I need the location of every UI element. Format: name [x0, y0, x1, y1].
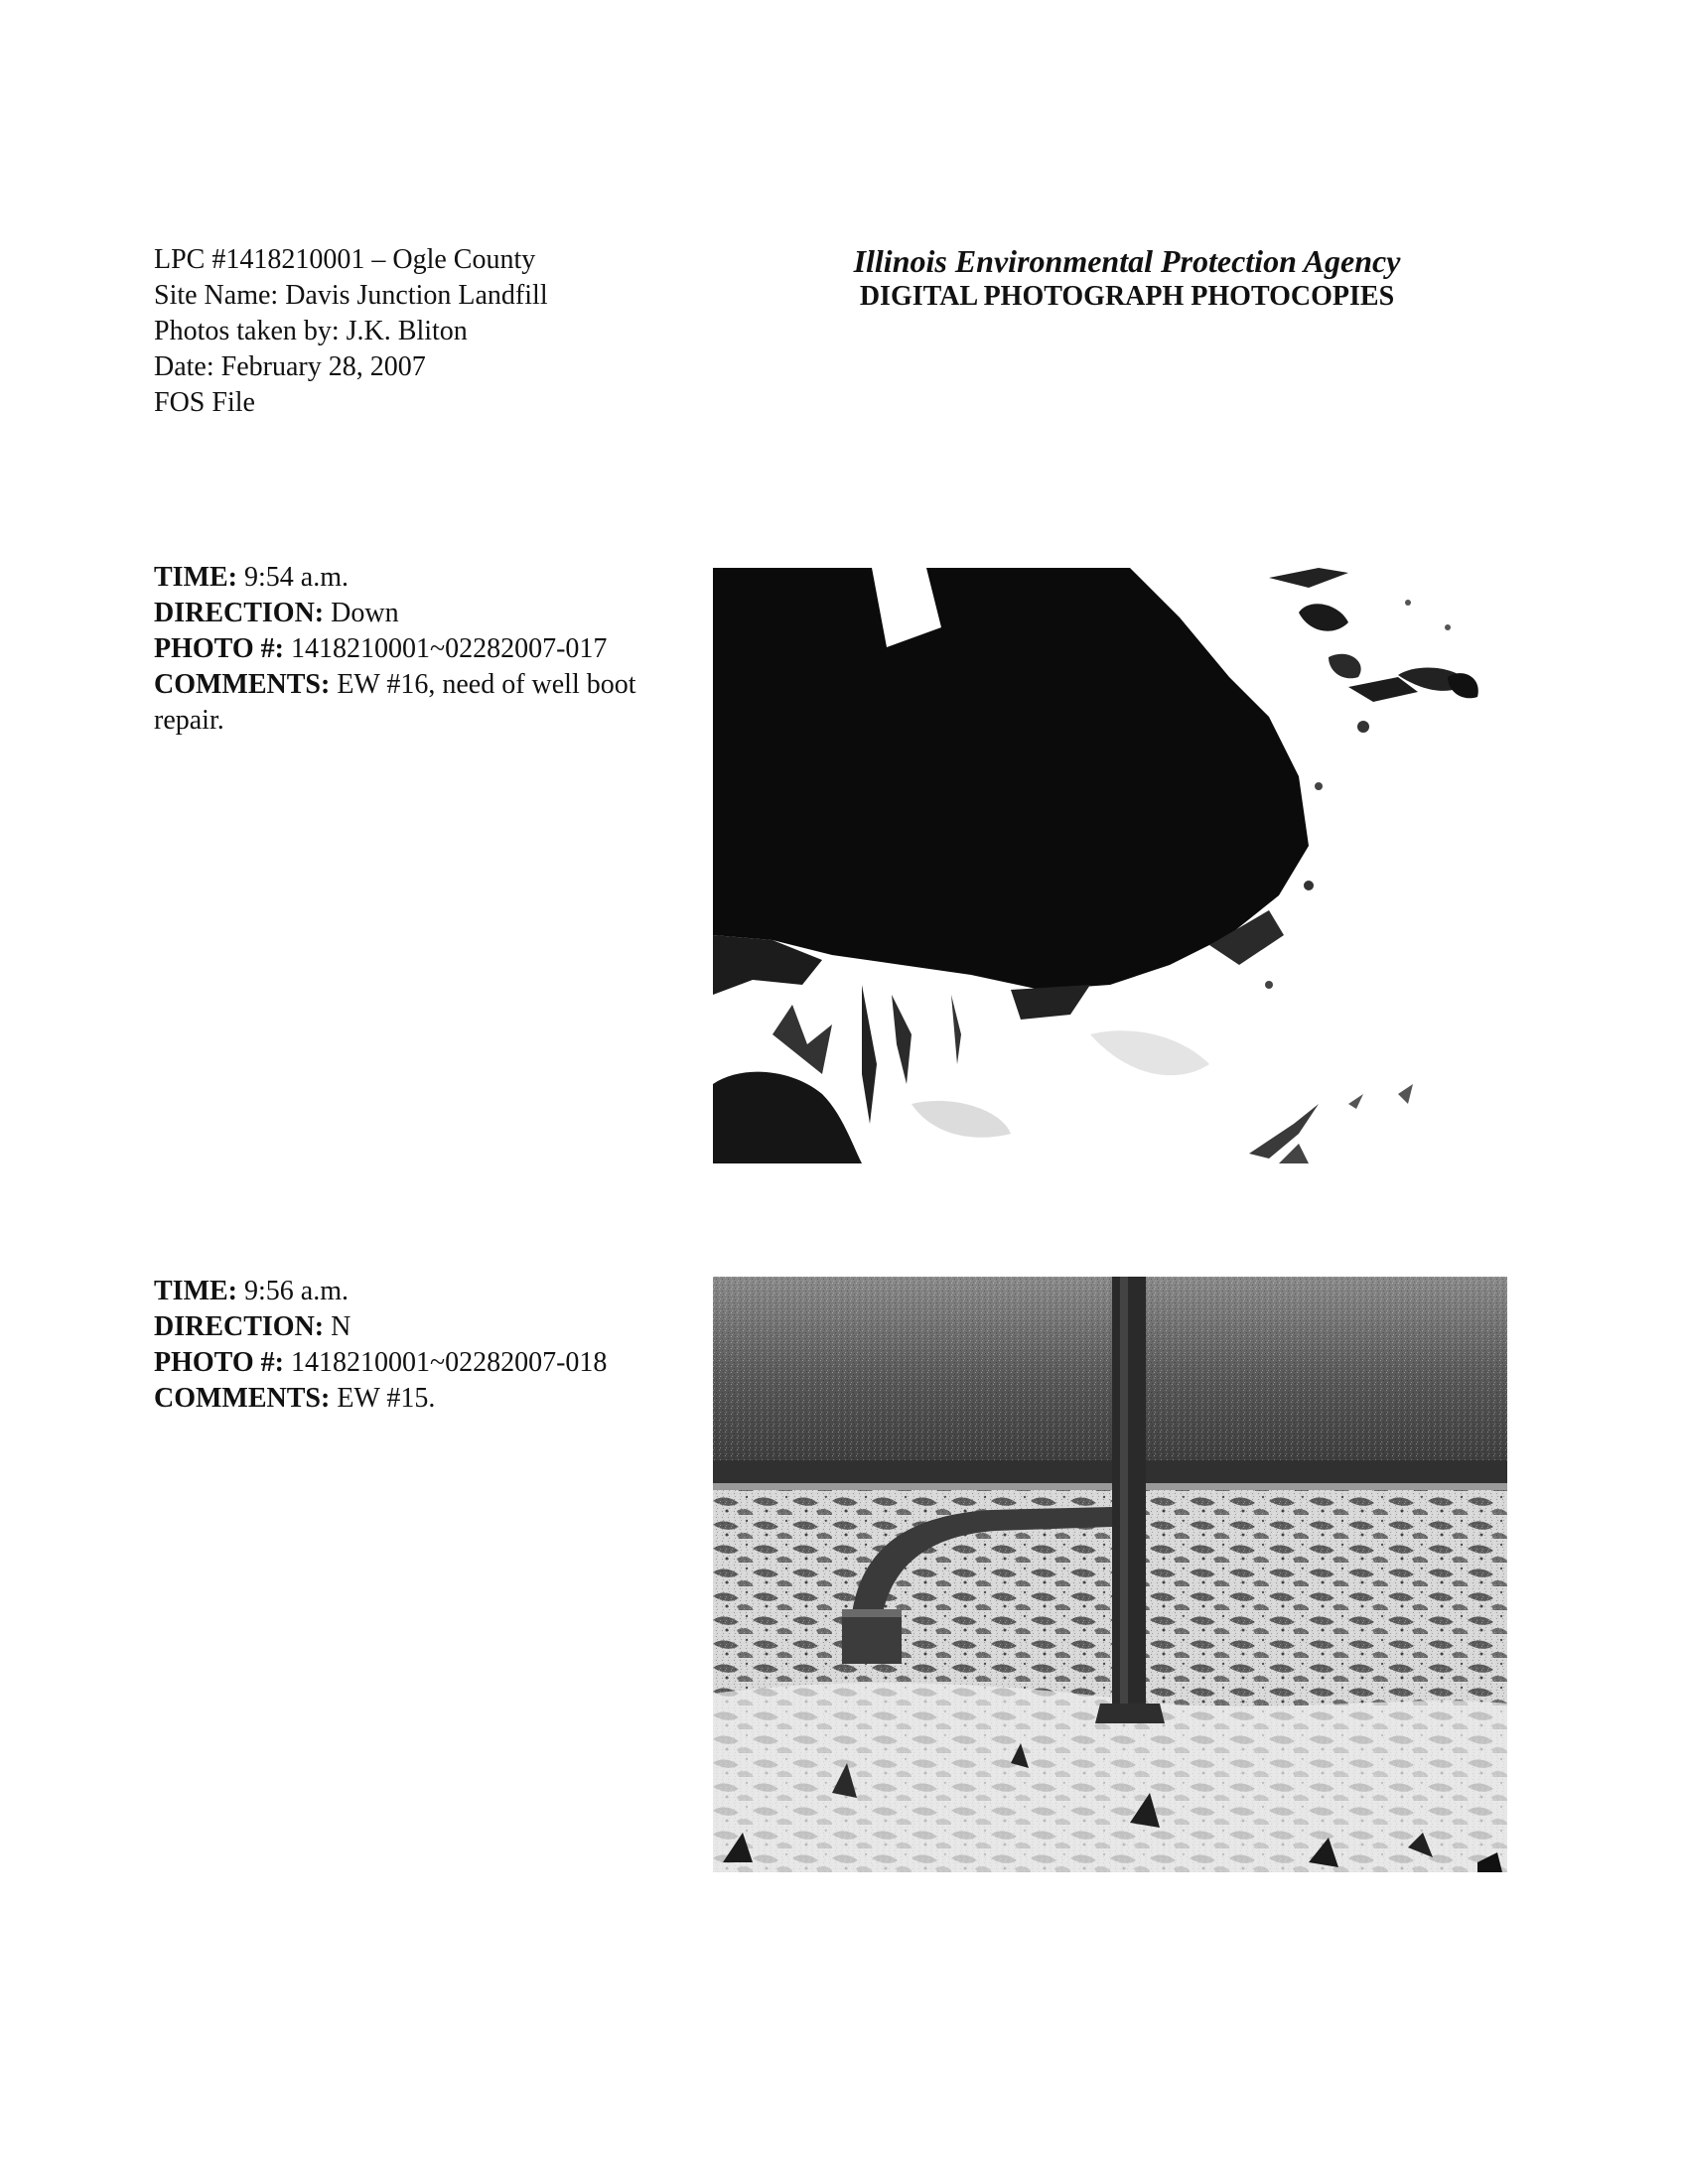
comments-label: COMMENTS: — [154, 669, 331, 700]
time-label: TIME: — [154, 1276, 237, 1306]
site-info-lpc: LPC #1418210001 – Ogle County — [154, 244, 536, 275]
document-subtitle: DIGITAL PHOTOGRAPH PHOTOCOPIES — [859, 281, 1395, 312]
time-label: TIME: — [154, 562, 237, 593]
photo-1-comments: EW #16, need of well boot repair. — [154, 669, 636, 736]
photo-caption-1 — [154, 560, 670, 739]
agency-header — [730, 242, 1524, 314]
photo-caption-2 — [154, 1274, 670, 1417]
comments-label: COMMENTS: — [154, 1383, 331, 1414]
photo-1-direction: Down — [331, 598, 399, 628]
site-info-date: Date: February 28, 2007 — [154, 351, 426, 382]
photo-number-label: PHOTO #: — [154, 633, 284, 664]
direction-label: DIRECTION: — [154, 1311, 325, 1342]
site-info-block — [154, 242, 548, 421]
photo-2-image — [713, 1277, 1507, 1872]
photo-2-graphic — [713, 1277, 1507, 1872]
site-info-photographer: Photos taken by: J.K. Bliton — [154, 316, 468, 346]
photo-1-image — [713, 568, 1507, 1163]
direction-label: DIRECTION: — [154, 598, 325, 628]
photo-1-graphic — [713, 568, 1507, 1163]
photo-2-direction: N — [331, 1311, 351, 1342]
photo-1-number: 1418210001~02282007-017 — [290, 633, 608, 664]
photo-2-comments: EW #15. — [337, 1383, 436, 1414]
photo-number-label: PHOTO #: — [154, 1347, 284, 1378]
site-info-file: FOS File — [154, 387, 255, 418]
photo-2-time: 9:56 a.m. — [244, 1276, 349, 1306]
photo-1-time: 9:54 a.m. — [244, 562, 349, 593]
agency-name: Illinois Environmental Protection Agency — [853, 243, 1401, 279]
photo-2-number: 1418210001~02282007-018 — [290, 1347, 608, 1378]
site-info-site-name: Site Name: Davis Junction Landfill — [154, 280, 548, 311]
